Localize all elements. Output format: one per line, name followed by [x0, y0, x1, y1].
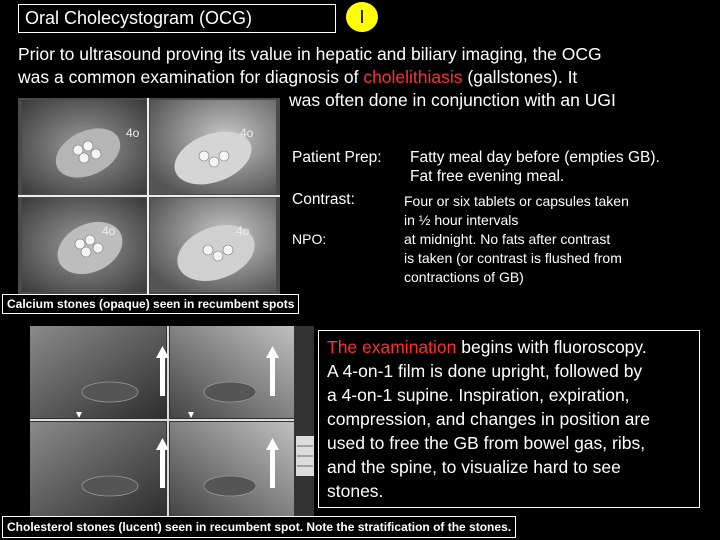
xray-cholesterol-stones — [30, 326, 314, 516]
contrast-line-2: in ½ hour intervals — [404, 212, 519, 228]
npo-line-1: at midnight. No fats after contrast — [404, 231, 611, 247]
npo-line-2: is taken (or contrast is flushed from — [404, 250, 622, 266]
intro-line-1: Prior to ultrasound proving its value in hepatic and biliary imaging, the OCG — [18, 44, 602, 64]
npo-line-3: contractions of GB) — [404, 269, 524, 285]
intro-line-2-start: was a common examination for diagnosis of — [18, 67, 364, 87]
contrast-line-1: Four or six tablets or capsules taken — [404, 193, 629, 209]
exam-line-3: a 4-on-1 supine. Inspiration, expiration, — [327, 385, 630, 405]
caption-calcium-stones: Calcium stones (opaque) seen in recumbent spots — [2, 294, 299, 314]
slide-title: Oral Cholecystogram (OCG) — [18, 4, 336, 33]
xray-calcium-stones — [18, 98, 280, 294]
xray-cholesterol-image — [30, 326, 314, 516]
examination-highlight: The examination — [327, 337, 457, 357]
intro-line-2 — [18, 66, 712, 89]
exam-line-4: compression, and changes in position are — [327, 409, 650, 429]
exam-line-1-rest: begins with fluoroscopy. — [456, 337, 647, 357]
caption-cholesterol-stones: Cholesterol stones (lucent) seen in recumbent spot. Note the stratification of the stones. — [2, 516, 516, 538]
slide-badge: I — [346, 2, 378, 32]
intro-line-3: was often done in conjunction with an UGI — [289, 90, 616, 110]
patient-prep-line-1: Fatty meal day before (empties GB). — [410, 149, 660, 166]
contrast-label: Contrast: — [292, 191, 355, 208]
xray-mark-1: 4o — [126, 126, 140, 140]
examination-description — [318, 330, 700, 508]
xray-mark-4: 4o — [236, 224, 250, 238]
patient-prep-line-2: Fat free evening meal. — [410, 168, 565, 185]
intro-line-2-end: (gallstones). It — [462, 67, 578, 87]
cholelithiasis-highlight: cholelithiasis — [363, 67, 463, 87]
exam-line-5: used to free the GB from bowel gas, ribs, — [327, 433, 646, 453]
exam-line-1 — [327, 335, 693, 359]
exam-line-7: stones. — [327, 481, 384, 501]
exam-line-2: A 4-on-1 film is done upright, followed by — [327, 361, 643, 381]
xray-mark-3: 4o — [102, 224, 116, 238]
xray-mark-2: 4o — [240, 126, 254, 140]
npo-label: NPO: — [292, 231, 327, 247]
patient-prep-label: Patient Prep: — [292, 149, 382, 166]
exam-line-6: and the spine, to visualize hard to see — [327, 457, 621, 477]
